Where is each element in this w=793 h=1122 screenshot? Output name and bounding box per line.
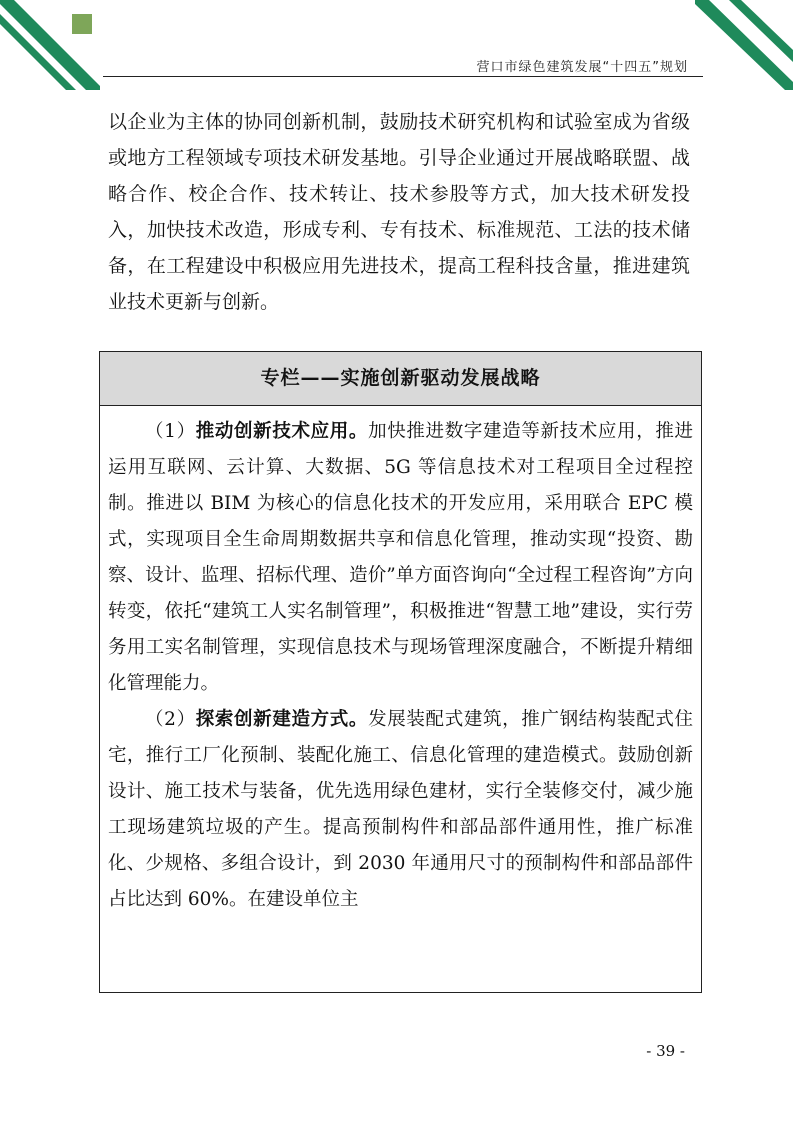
corner-decoration-left bbox=[0, 0, 100, 90]
panel-item-1-heading: 推动创新技术应用。 bbox=[195, 421, 369, 442]
panel-item-2-number: （2） bbox=[145, 709, 196, 730]
header-rule bbox=[103, 76, 703, 77]
panel-item-1 bbox=[108, 414, 693, 702]
panel-item-1-number: （1） bbox=[145, 421, 196, 442]
feature-panel bbox=[99, 351, 702, 993]
running-header-title: 营口市绿色建筑发展“十四五”规划 bbox=[476, 60, 688, 75]
intro-paragraph: 以企业为主体的协同创新机制，鼓励技术研究机构和试验室成为省级或地方工程领域专项技术研发基地。引导企业通过开展战略联盟、战略合作、校企合作、技术转让、技术参股等方式，加大技术研发投入，加快技术改造，形成专利、专有技术、标准规范、工法的技术储备，在工程建设中积极应用先进技术，提高工程科技含量，推进建筑业技术更新与创新。 bbox=[108, 111, 690, 313]
panel-item-2 bbox=[108, 702, 693, 918]
page-number: - 39 - bbox=[646, 1042, 685, 1060]
green-square-icon bbox=[72, 14, 92, 34]
corner-stripe-left-outer bbox=[0, 0, 100, 90]
panel-body bbox=[100, 406, 701, 918]
corner-decoration-right bbox=[693, 0, 793, 90]
panel-title: 专栏——实施创新驱动发展战略 bbox=[100, 352, 701, 406]
panel-item-2-text: 发展装配式建筑，推广钢结构装配式住宅，推行工厂化预制、装配化施工、信息化管理的建造模式。鼓励创新设计、施工技术与装备，优先选用绿色建材，实行全装修交付，减少施工现场建筑垃圾的产生。提高预制构件和部品部件通用性，推广标准化、少规格、多组合设计，到 2030 年通用尺寸的预制构件和部品部件占比达到 60%。在建设单位主 bbox=[108, 709, 693, 910]
panel-item-1-text: 加快推进数字建造等新技术应用，推进运用互联网、云计算、大数据、5G 等信息技术对工程项目全过程控制。推进以 BIM 为核心的信息化技术的开发应用，采用联合 EPC 模式，实现项目全生命周期数据共享和信息化管理，推动实现“投资、勘察、设计、监理、招标代理、造价”单方面咨询向“全过程工程咨询”方向转变，依托“建筑工人实名制管理”，积极推进“智慧工地”建设，实行劳务用工实名制管理，实现信息技术与现场管理深度融合，不断提升精细化管理能力。 bbox=[108, 421, 693, 694]
panel-item-2-heading: 探索创新建造方式。 bbox=[195, 709, 369, 730]
